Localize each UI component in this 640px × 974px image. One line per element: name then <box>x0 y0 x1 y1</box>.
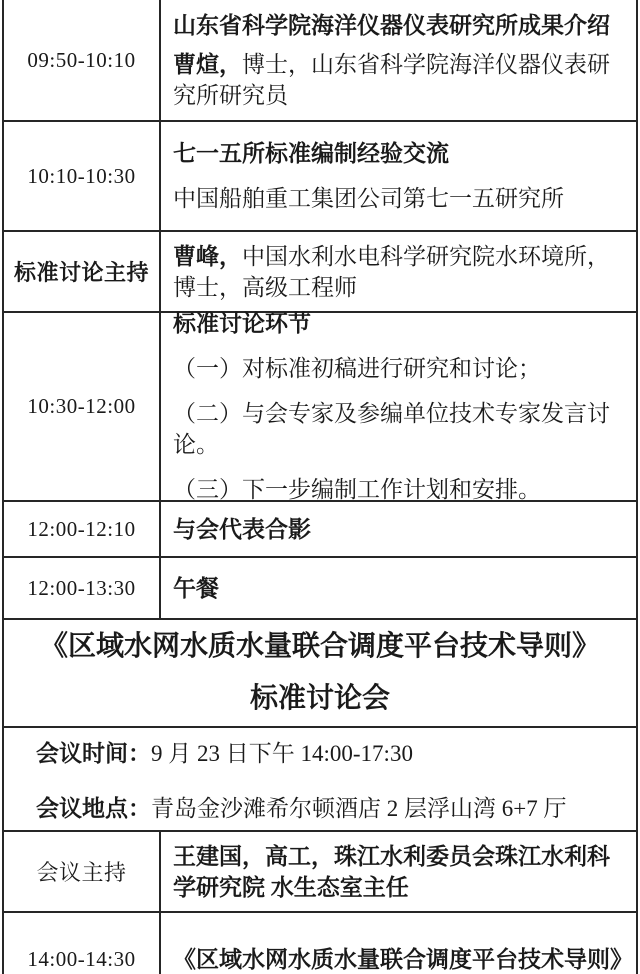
agenda-item-1: （一）对标准初稿进行研究和讨论； <box>173 356 541 381</box>
host-name: 曹峰， <box>173 243 242 269</box>
talk-title: 七一五所标准编制经验交流 <box>173 141 449 166</box>
meeting-time-value: 9 月 23 日下午 14:00-17:30 <box>151 741 413 766</box>
talk-title: 《区域水网水质水量联合调度平台技术导则》 <box>173 946 633 972</box>
agenda-row-discussion-host <box>4 232 636 313</box>
session-host-value: 王建国，高工，珠江水利委员会珠江水利科学研究院 水生态室主任 <box>173 843 610 900</box>
time-cell <box>4 558 159 618</box>
session-title-cell <box>4 620 636 726</box>
content-cell <box>159 502 636 556</box>
role-text: 会议主持 <box>36 860 127 885</box>
session-title-line1: 《区域水网水质水量联合调度平台技术导则》 <box>39 631 600 662</box>
time-text: 12:00-12:10 <box>27 516 136 541</box>
host-desc: 中国水利水电科学研究院水环境所，博士，高级工程师 <box>173 243 610 300</box>
time-cell <box>4 313 159 500</box>
meeting-time-label: 会议时间： <box>36 741 151 766</box>
meeting-time-line <box>36 735 626 768</box>
time-text: 14:00-14:30 <box>27 946 136 971</box>
content-cell <box>159 558 636 618</box>
talk-title: 标准讨论环节 <box>173 311 311 336</box>
time-cell <box>4 502 159 556</box>
content-cell <box>159 832 636 911</box>
session-info-row <box>4 728 636 832</box>
meeting-place-value: 青岛金沙滩希尔顿酒店 2 层浮山湾 6+7 厅 <box>151 796 567 821</box>
role-text: 标准讨论主持 <box>13 260 149 285</box>
role-cell <box>4 232 159 311</box>
talk-title: 山东省科学院海洋仪器仪表研究所成果介绍 <box>173 12 610 38</box>
speaker-desc: 博士，山东省科学院海洋仪器仪表研究所研究员 <box>173 51 610 108</box>
time-cell <box>4 913 159 974</box>
meeting-place-label: 会议地点： <box>36 796 151 821</box>
agenda-row-1200-lunch <box>4 558 636 620</box>
agenda-item-2: （二）与会专家及参编单位技术专家发言讨论。 <box>173 401 610 457</box>
time-text: 10:30-12:00 <box>27 394 136 418</box>
content-cell <box>159 913 636 974</box>
agenda-row-1030 <box>4 313 636 502</box>
content-cell <box>159 313 636 500</box>
session-host-row <box>4 832 636 913</box>
talk-title: 午餐 <box>173 575 219 601</box>
meeting-place-line <box>36 790 626 823</box>
time-cell <box>4 0 159 120</box>
session-title-line2: 标准讨论会 <box>249 683 390 714</box>
content-cell <box>159 122 636 230</box>
session-title-row <box>4 620 636 728</box>
speaker-name: 曹煊， <box>173 51 242 77</box>
org-line: 中国船舶重工集团公司第七一五研究所 <box>173 186 564 211</box>
content-cell <box>159 0 636 120</box>
time-text: 10:10-10:30 <box>27 163 136 188</box>
time-text: 09:50-10:10 <box>27 47 136 72</box>
agenda-row-1200-photo <box>4 502 636 558</box>
session-info-cell <box>4 728 636 830</box>
content-cell <box>159 232 636 311</box>
role-cell <box>4 832 159 911</box>
time-cell <box>4 122 159 230</box>
speaker-line <box>173 49 630 111</box>
talk-title: 与会代表合影 <box>173 516 311 542</box>
host-line <box>173 241 630 303</box>
agenda-item-3: （三）下一步编制工作计划和安排。 <box>173 477 541 502</box>
agenda-row-1400 <box>4 913 636 974</box>
time-text: 12:00-13:30 <box>27 575 136 600</box>
agenda-table <box>2 0 638 974</box>
agenda-row-1010 <box>4 122 636 232</box>
agenda-row-0950 <box>4 0 636 122</box>
